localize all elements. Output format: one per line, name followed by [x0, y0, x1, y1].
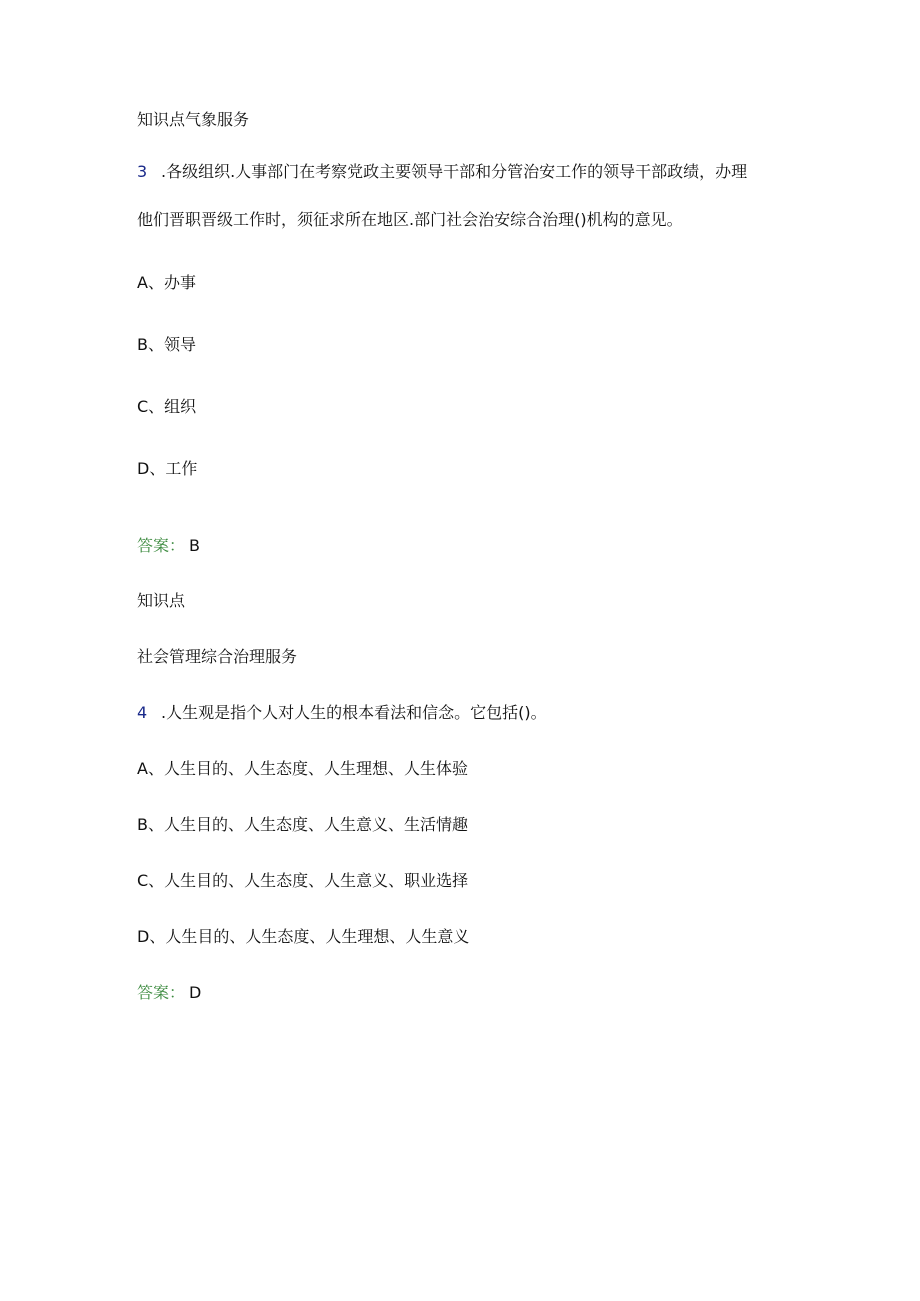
option-d: D、人生目的、人生态度、人生理想、人生意义 — [137, 927, 470, 946]
answer-value: B — [189, 536, 200, 555]
option-a: A、办事 — [137, 273, 196, 292]
option-c: C、组织 — [137, 397, 197, 416]
question-3-line-1 — [137, 161, 747, 183]
answer-label: 答案： — [137, 983, 186, 1002]
option-d: D、工作 — [137, 459, 198, 478]
topic-line: 知识点气象服务 — [137, 110, 250, 129]
answer-line — [137, 535, 200, 557]
option-c: C、人生目的、人生态度、人生意义、职业选择 — [137, 871, 469, 890]
question-number: 4 — [137, 703, 148, 722]
option-b: B、人生目的、人生态度、人生意义、生活情趣 — [137, 815, 468, 834]
question-4-line — [137, 702, 547, 724]
answer-label: 答案： — [137, 536, 186, 555]
answer-value: D — [189, 983, 202, 1002]
question-number: 3 — [137, 162, 148, 181]
question-text: .各级组织.人事部门在考察党政主要领导干部和分管治安工作的领导干部政绩，办理 — [161, 162, 748, 181]
option-b: B、领导 — [137, 335, 196, 354]
answer-line — [137, 982, 201, 1004]
option-a: A、人生目的、人生态度、人生理想、人生体验 — [137, 759, 468, 778]
question-text: .人生观是指个人对人生的根本看法和信念。它包括()。 — [161, 703, 547, 722]
topic-value: 社会管理综合治理服务 — [137, 647, 298, 666]
question-3-line-2: 他们晋职晋级工作时，须征求所在地区.部门社会治安综合治理()机构的意见。 — [137, 210, 683, 229]
topic-label: 知识点 — [137, 591, 186, 610]
